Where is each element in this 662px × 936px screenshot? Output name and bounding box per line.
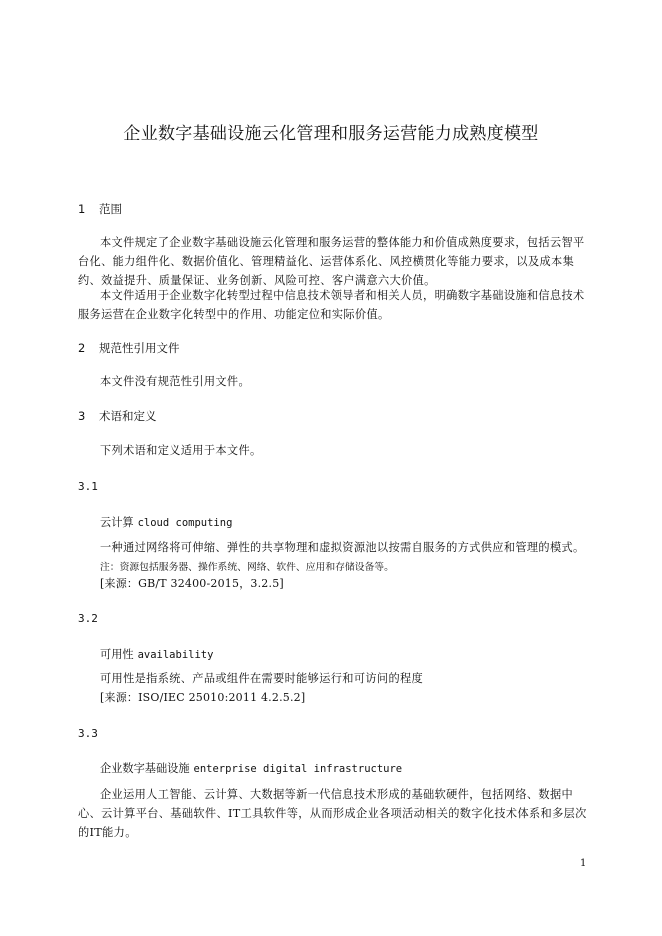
text-line: 本文件适用于企业数字化转型过程中信息技术领导者和相关人员，明确数字基础设施和信息技术 [100,289,585,302]
text-line: 服务运营在企业数字化转型中的作用、功能定位和实际价值。 [78,308,390,321]
term-source: [来源：GB/T 32400-2015，3.2.5] [100,577,284,590]
section-heading-scope [78,201,122,217]
text-line: 心、云计算平台、基础软件、IT工具软件等，从而形成企业各项活动相关的数字化技术体系和多层次 [78,807,587,820]
text-line: 约、效益提升、质量保证、业务创新、风险可控、客户满意六大价值。 [78,274,436,287]
term-definition [78,785,608,842]
document-title: 企业数字基础设施云化管理和服务运营能力成熟度模型 [123,124,539,144]
term-heading [100,646,213,662]
section-title: 范围 [99,202,122,216]
term-zh: 云计算 [100,516,134,529]
term-zh: 企业数字基础设施 [100,762,190,775]
term-definition: 一种通过网络将可伸缩、弹性的共享物理和虚拟资源池以按需自服务的方式供应和管理的模式。 [100,541,585,554]
term-zh: 可用性 [100,648,134,661]
term-en: availability [137,649,214,661]
section-number: 2 [78,341,86,355]
term-number: 3.3 [78,727,98,740]
section-title: 规范性引用文件 [99,341,180,355]
text-line: 的IT能力。 [78,826,137,839]
section-number: 1 [78,202,86,216]
page-number: 1 [580,858,587,869]
text-line: 本文件规定了企业数字基础设施云化管理和服务运营的整体能力和价值成熟度要求，包括云智平 [100,236,585,249]
text-line: 企业运用人工智能、云计算、大数据等新一代信息技术形成的基础软硬件，包括网络、数据中 [100,788,574,801]
term-number: 3.2 [78,612,98,625]
scope-paragraph-1 [78,233,608,290]
section-title: 术语和定义 [99,409,157,423]
normative-text: 本文件没有规范性引用文件。 [100,375,250,388]
term-definition: 可用性是指系统、产品或组件在需要时能够运行和可访问的程度 [100,672,424,685]
term-source: [来源：ISO/IEC 25010:2011 4.2.5.2] [100,691,306,704]
term-en: cloud computing [137,517,233,529]
section-heading-terms [78,408,157,424]
section-heading-normative [78,340,180,356]
term-number: 3.1 [78,480,98,493]
term-heading [100,760,402,776]
term-heading [100,514,232,530]
section-number: 3 [78,409,86,423]
scope-paragraph-2 [78,286,608,324]
term-note: 注：资源包括服务器、操作系统、网络、软件、应用和存储设备等。 [100,562,394,573]
text-line: 台化、能力组件化、数据价值化、管理精益化、运营体系化、风控横贯化等能力要求，以及成本集 [78,255,575,268]
term-en: enterprise digital infrastructure [193,763,403,775]
terms-intro: 下列术语和定义适用于本文件。 [100,444,262,457]
